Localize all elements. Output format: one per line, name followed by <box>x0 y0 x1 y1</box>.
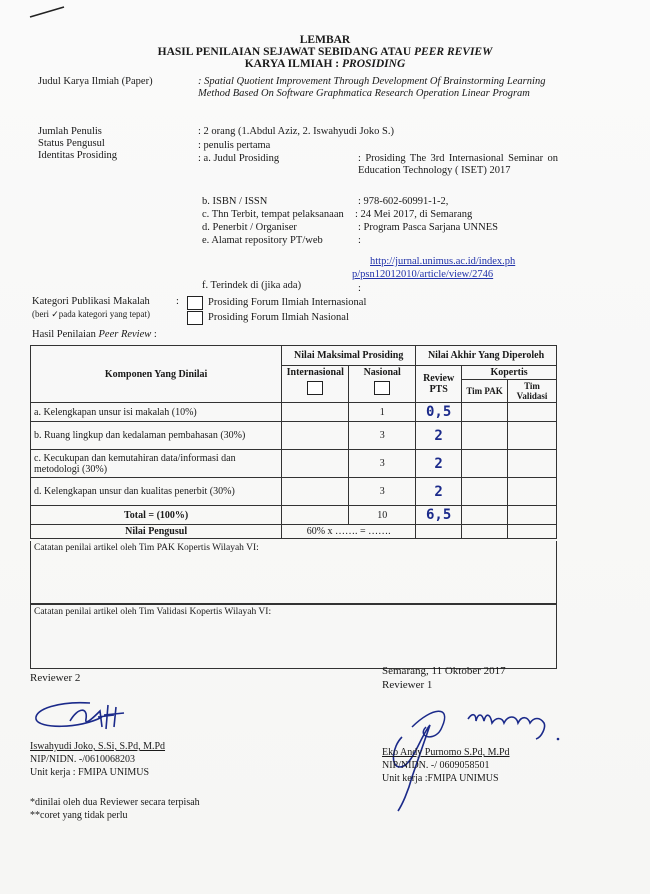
catatan-pak-box[interactable] <box>30 541 557 604</box>
row-nasional: 1 <box>349 403 416 422</box>
row-komponen: b. Ruang lingkup dan kedalaman pembahasan (30%) <box>31 422 282 450</box>
thn-terbit-value: : 24 Mei 2017, di Semarang <box>355 209 473 220</box>
reviewer1-name: Eko Andy Purnomo S.Pd, M.Pd <box>382 747 510 758</box>
header-line2: HASIL PENILAIAN SEJAWAT SEBIDANG ATAU PEER REVIEW <box>157 46 493 58</box>
judul-label: Judul Karya Ilmiah (Paper) <box>38 76 153 87</box>
judul-value: : Spatial Quotient Improvement Through Development Of Brainstorming Learning Method Based On Software Graphmatica Research Operation Linear Program <box>198 76 546 99</box>
reviewer2-unit: Unit kerja : FMIPA UNIMUS <box>30 767 150 778</box>
header-nasional: Nasional <box>349 366 416 403</box>
table-row <box>31 422 557 450</box>
catatan-validasi-label: Catatan penilai artikel oleh Tim Validasi Kopertis Wilayah VI: <box>34 607 272 617</box>
header-review-pts: Review PTS <box>416 366 462 403</box>
row-komponen: c. Kecukupan dan kemutahiran data/informasi dan metodologi (30%) <box>31 450 282 478</box>
header-kopertis: Kopertis <box>462 366 557 380</box>
reviewer2-name: Iswahyudi Joko, S.Si, S.Pd, M.Pd <box>30 741 166 752</box>
reviewer1-unit: Unit kerja :FMIPA UNIMUS <box>382 773 499 784</box>
header-nilai-akhir: Nilai Akhir Yang Diperoleh <box>416 346 557 366</box>
checkbox-internasional[interactable] <box>187 296 203 310</box>
jumlah-value: : 2 orang (1.Abdul Aziz, 2. Iswahyudi Joko S.) <box>198 126 394 137</box>
header-tim-pak: Tim PAK <box>462 380 508 403</box>
pen-mark <box>28 4 68 20</box>
status-value: : penulis pertama <box>198 140 271 151</box>
repository-url-line2[interactable]: p/psn12012010/article/view/2746 <box>352 269 494 280</box>
kategori-option-internasional: Prosiding Forum Ilmiah Internasional <box>208 297 367 308</box>
reviewer2-nip: NIP/NIDN. -/0610068203 <box>30 754 135 765</box>
repository-url-line1[interactable]: http://jurnal.unimus.ac.id/index.ph <box>370 256 516 267</box>
row-review-pts: 2 <box>416 450 462 478</box>
catatan-validasi-box[interactable] <box>30 604 557 669</box>
reviewer2-title: Reviewer 2 <box>30 672 81 684</box>
row-nasional: 3 <box>349 450 416 478</box>
table-row <box>31 478 557 506</box>
reviewer1-place-date: Semarang, 11 Oktober 2017 <box>382 665 506 677</box>
kategori-option-nasional: Prosiding Forum Ilmiah Nasional <box>208 312 349 323</box>
total-row <box>31 506 557 525</box>
repository-label: e. Alamat repository PT/web <box>202 235 323 246</box>
isbn-label: b. ISBN / ISSN <box>202 196 268 207</box>
terindek-colon: : <box>358 283 361 294</box>
row-nasional: 3 <box>349 422 416 450</box>
total-nasional: 10 <box>349 506 416 525</box>
checkbox-nasional[interactable] <box>187 311 203 325</box>
table-row <box>31 403 557 422</box>
table-row <box>31 450 557 478</box>
header-internasional: Internasional <box>282 366 349 403</box>
judul-prosiding-value: : Prosiding The 3rd Internasional Seminar on Education Technology ( ISET) 2017 <box>358 153 558 176</box>
checkbox-col-internasional[interactable] <box>307 381 323 395</box>
thn-terbit-label: c. Thn Terbit, tempat pelaksanaan <box>202 209 344 220</box>
reviewer2-signature <box>30 693 140 738</box>
checkbox-col-nasional[interactable] <box>374 381 390 395</box>
row-review-pts: 2 <box>416 478 462 506</box>
row-komponen: d. Kelengkapan unsur dan kualitas penerbit (30%) <box>31 478 282 506</box>
row-review-pts: 0,5 <box>416 403 462 422</box>
pengusul-row <box>31 525 557 539</box>
penerbit-value: : Program Pasca Sarjana UNNES <box>358 222 498 233</box>
jumlah-label: Jumlah Penulis <box>38 126 102 137</box>
identitas-label: Identitas Prosiding <box>38 150 118 161</box>
hasil-penilaian-label: Hasil Penilaian Peer Review : <box>32 329 157 340</box>
terindek-label: f. Terindek di (jika ada) <box>202 280 302 291</box>
reviewer1-nip: NIP/NIDN. -/ 0609058501 <box>382 760 490 771</box>
total-label: Total = (100%) <box>31 506 282 525</box>
header-line3: KARYA ILMIAH : PROSIDING <box>244 58 406 70</box>
kategori-colon: : <box>176 296 179 307</box>
reviewer1-title: Reviewer 1 <box>382 679 433 691</box>
row-review-pts: 2 <box>416 422 462 450</box>
row-komponen: a. Kelengkapan unsur isi makalah (10%) <box>31 403 282 422</box>
footnote-1: *dinilai oleh dua Reviewer secara terpisah <box>30 797 200 808</box>
row-nasional: 3 <box>349 478 416 506</box>
pengusul-label: Nilai Pengusul <box>31 525 282 539</box>
kategori-label: Kategori Publikasi Makalah <box>32 296 150 307</box>
catatan-pak-label: Catatan penilai artikel oleh Tim PAK Kopertis Wilayah VI: <box>34 543 259 553</box>
penilaian-table <box>30 345 557 539</box>
repository-colon: : <box>358 235 361 246</box>
total-review-pts: 6,5 <box>416 506 462 525</box>
footnote-2: **coret yang tidak perlu <box>30 810 128 821</box>
header-komponen: Komponen Yang Dinilai <box>31 346 282 403</box>
penerbit-label: d. Penerbit / Organiser <box>202 222 297 233</box>
header-line1: LEMBAR <box>299 34 351 46</box>
judul-prosiding-label: : a. Judul Prosiding <box>198 153 280 164</box>
isbn-value: : 978-602-60991-1-2, <box>358 196 449 207</box>
status-label: Status Pengusul <box>38 138 105 149</box>
pengusul-value: 60% x ……. = ……. <box>282 525 416 539</box>
header-nilai-maks: Nilai Maksimal Prosiding <box>282 346 416 366</box>
kategori-instruction: (beri ✓pada kategori yang tepat) <box>32 309 150 319</box>
header-tim-validasi: Tim Validasi <box>508 380 557 403</box>
